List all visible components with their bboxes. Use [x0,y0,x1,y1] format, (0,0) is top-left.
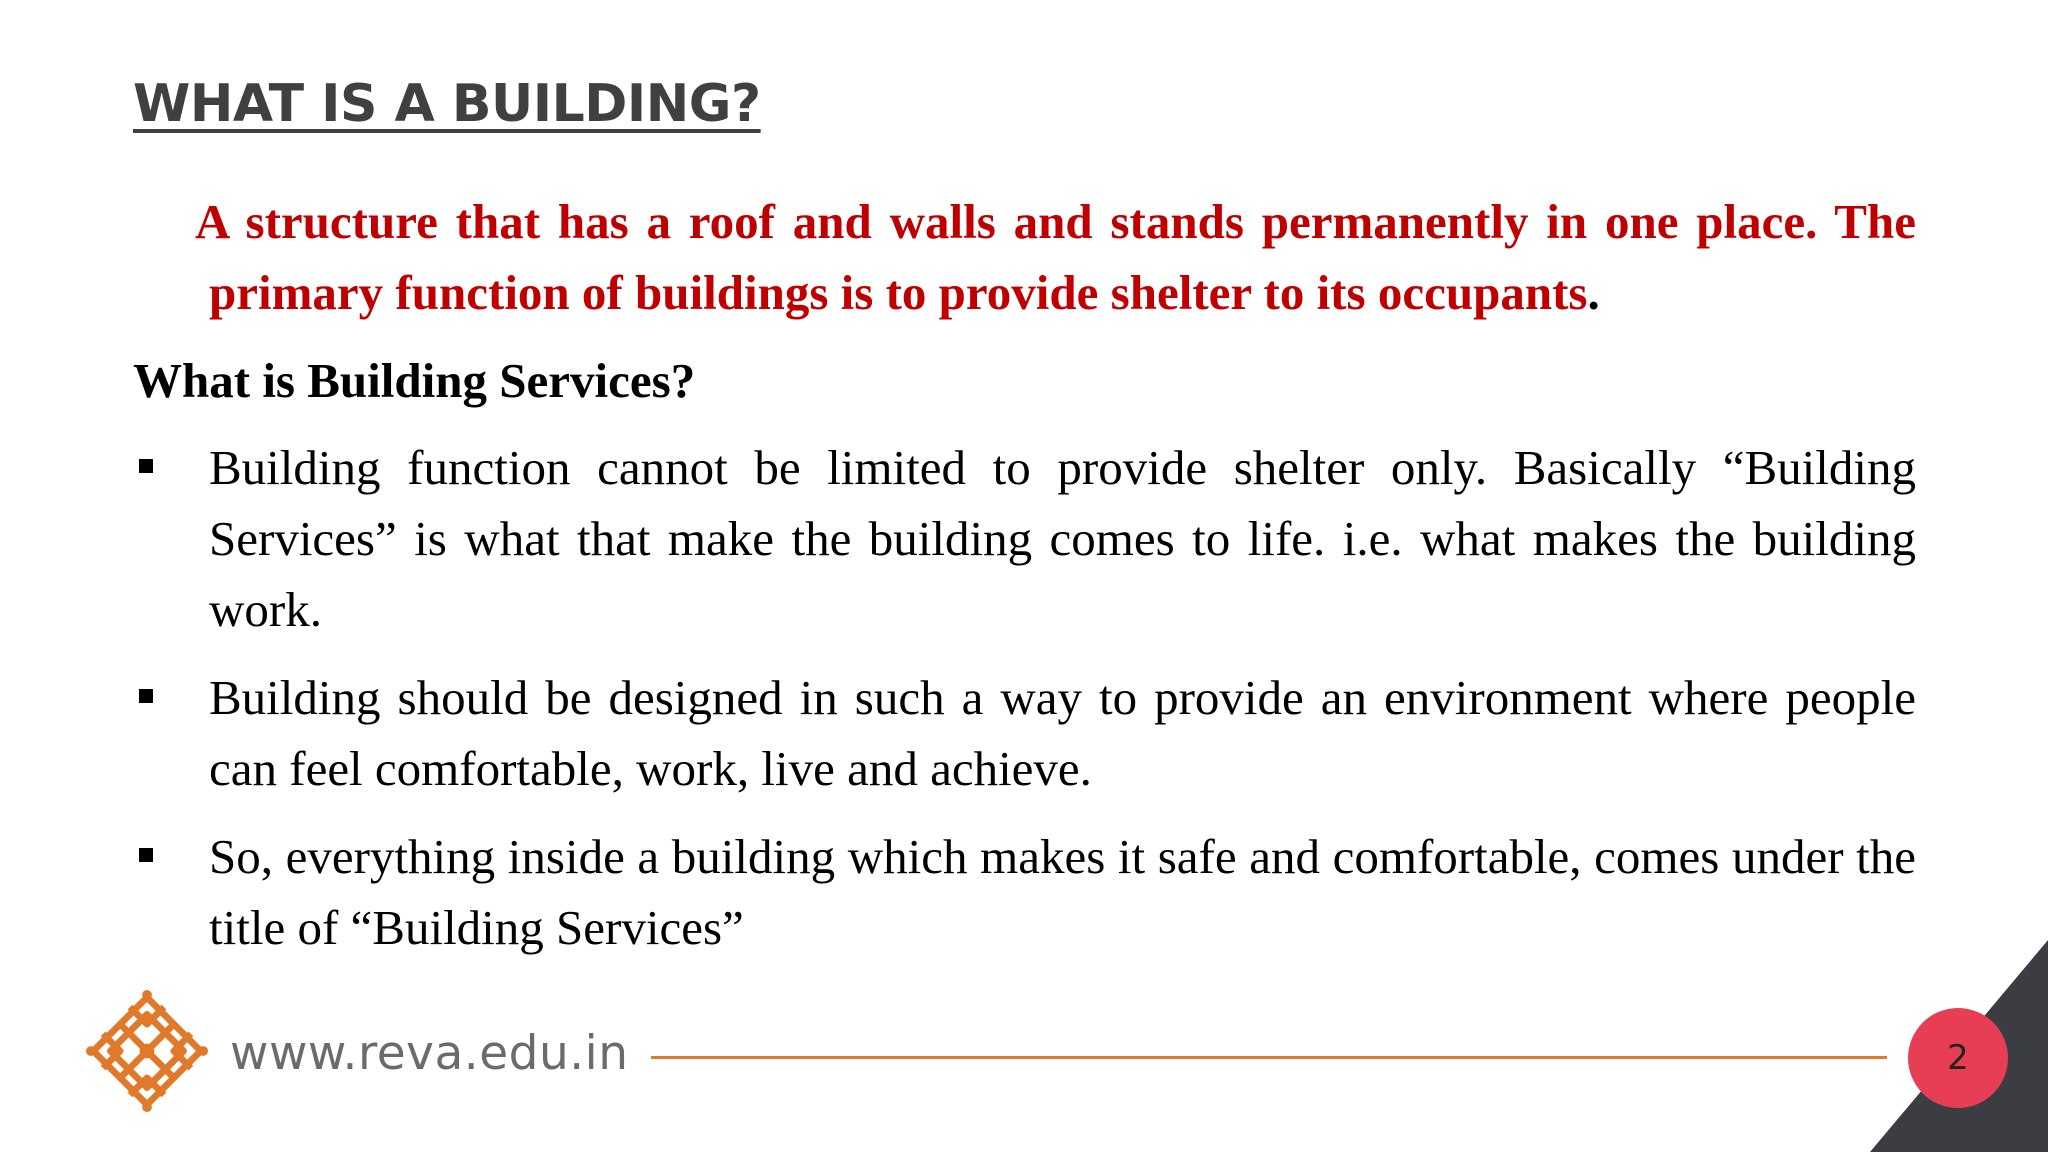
section-subheading: What is Building Services? [133,353,696,408]
website-url[interactable]: www.reva.edu.in [230,1026,629,1081]
slide-title: WHAT IS A BUILDING? [133,74,761,134]
building-definition [195,186,1916,328]
footer-divider [651,1056,1887,1059]
bullet-text: Building function cannot be limited to provide shelter only. Basically “Building Services” is what that make the building comes to life. i.e. what makes the building work. [209,440,1916,637]
square-bullet-icon [139,848,153,862]
bullet-text: So, everything inside a building which makes it safe and comfortable, comes under the title of “Building Services” [209,829,1916,955]
page-number-badge: 2 [1908,1008,2008,1108]
square-bullet-icon [139,459,153,473]
square-bullet-icon [139,689,153,703]
definition-text: A structure that has a roof and walls and stands permanently in one place. The primary function of buildings is to provide shelter to its occupants [195,194,1916,320]
bullet-item [133,821,1916,963]
bullet-item [133,432,1916,645]
reva-knot-logo-icon [86,990,208,1112]
bullet-list [133,432,1916,980]
definition-period: . [1587,265,1600,320]
bullet-item [133,662,1916,804]
bullet-text: Building should be designed in such a way to provide an environment where people can feel comfortable, work, live and achieve. [209,670,1916,796]
